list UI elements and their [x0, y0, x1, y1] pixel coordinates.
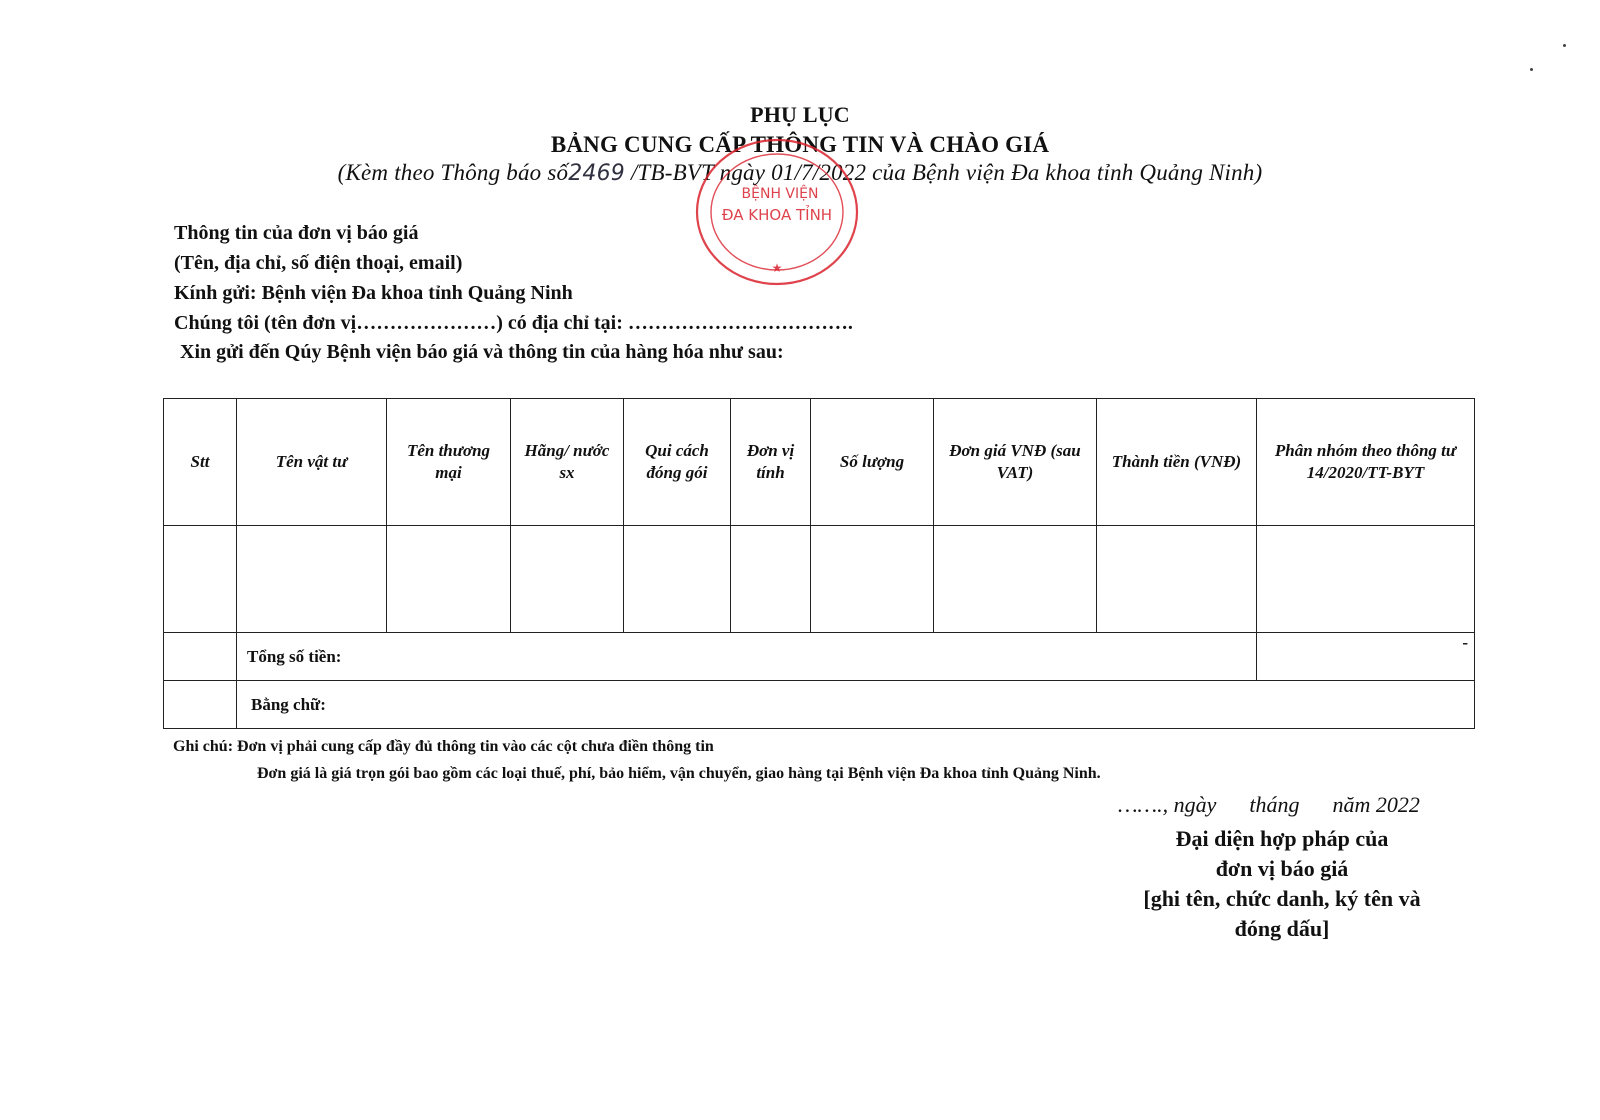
signature-line-2: đơn vị báo giá	[1215, 856, 1349, 881]
table-cell	[164, 681, 237, 729]
vendor-name-address-line: Chúng tôi (tên đơn vị…………………) có địa chỉ tại: …………………………….	[174, 312, 853, 334]
svg-text:★: ★	[771, 261, 783, 275]
stamp-text-1: BỆNH VIỆN	[741, 186, 819, 202]
table-header-row	[164, 399, 1475, 526]
table-cell[interactable]	[387, 526, 511, 633]
stamp-text-2: ĐA KHOA TỈNH	[721, 206, 833, 224]
total-row	[164, 633, 1475, 681]
table-cell[interactable]	[811, 526, 934, 633]
table-cell[interactable]	[1257, 526, 1475, 633]
header-manufacturer: Hãng/ nước sx	[511, 399, 624, 526]
signature-block	[1112, 824, 1452, 944]
table-cell	[164, 633, 237, 681]
addressee: Kính gửi: Bệnh viện Đa khoa tỉnh Quảng Ninh	[174, 282, 573, 304]
handwritten-number: 2469	[568, 161, 625, 186]
table-row	[164, 526, 1475, 633]
signature-line-4: đóng dấu]	[1234, 916, 1330, 941]
header-amount: Thành tiền (VNĐ)	[1097, 399, 1257, 526]
header-quantity: Số lượng	[811, 399, 934, 526]
total-label: Tổng số tiền:	[237, 633, 1257, 681]
table-cell[interactable]	[731, 526, 811, 633]
table-cell[interactable]	[624, 526, 731, 633]
amount-in-words-label[interactable]: Bằng chữ:	[237, 681, 1475, 729]
note-line-2: Đơn giá là giá trọn gói bao gồm các loại thuế, phí, bảo hiểm, vận chuyển, giao hàng tại Bệnh viện Đa khoa tỉnh Quảng Ninh.	[257, 765, 1101, 782]
scan-speck	[1530, 68, 1533, 71]
table-cell[interactable]	[1097, 526, 1257, 633]
total-value-text: -	[1462, 633, 1468, 652]
scan-speck	[1563, 44, 1566, 47]
signature-line-1: Đại diện hợp pháp của	[1175, 826, 1389, 851]
signature-line-3: [ghi tên, chức danh, ký tên và	[1143, 886, 1421, 911]
red-seal-stamp	[692, 132, 862, 292]
quote-intro-line: Xin gửi đến Qúy Bệnh viện báo giá và thông tin của hàng hóa như sau:	[180, 341, 784, 363]
header-unit: Đơn vị tính	[731, 399, 811, 526]
table-cell[interactable]	[511, 526, 624, 633]
date-line: ……., ngày tháng năm 2022	[1118, 792, 1420, 817]
amount-in-words-row	[164, 681, 1475, 729]
vendor-info-hint: (Tên, địa chỉ, số điện thoại, email)	[174, 252, 463, 274]
header-group: Phân nhóm theo thông tư 14/2020/TT-BYT	[1257, 399, 1475, 526]
total-value[interactable]	[1257, 633, 1475, 681]
vendor-info-heading: Thông tin của đơn vị báo giá	[174, 222, 419, 244]
subtitle-suffix: /TB-BVT ngày 01/7/2022 của Bệnh viện Đa khoa tỉnh Quảng Ninh)	[630, 160, 1263, 185]
header-unit-price: Đơn giá VNĐ (sau VAT)	[934, 399, 1097, 526]
header-item-name: Tên vật tư	[237, 399, 387, 526]
header-trade-name: Tên thương mại	[387, 399, 511, 526]
quotation-table	[163, 398, 1475, 729]
table-cell[interactable]	[164, 526, 237, 633]
subtitle-prefix: (Kèm theo Thông báo số	[337, 160, 569, 185]
header-packaging: Qui cách đóng gói	[624, 399, 731, 526]
document-title: BẢNG CUNG CẤP THÔNG TIN VÀ CHÀO GIÁ	[550, 132, 1050, 157]
table-cell[interactable]	[237, 526, 387, 633]
appendix-title: PHỤ LỤC	[750, 102, 850, 127]
header-stt: Stt	[164, 399, 237, 526]
table-cell[interactable]	[934, 526, 1097, 633]
note-line-1: Ghi chú: Đơn vị phải cung cấp đầy đủ thông tin vào các cột chưa điền thông tin	[173, 738, 714, 755]
